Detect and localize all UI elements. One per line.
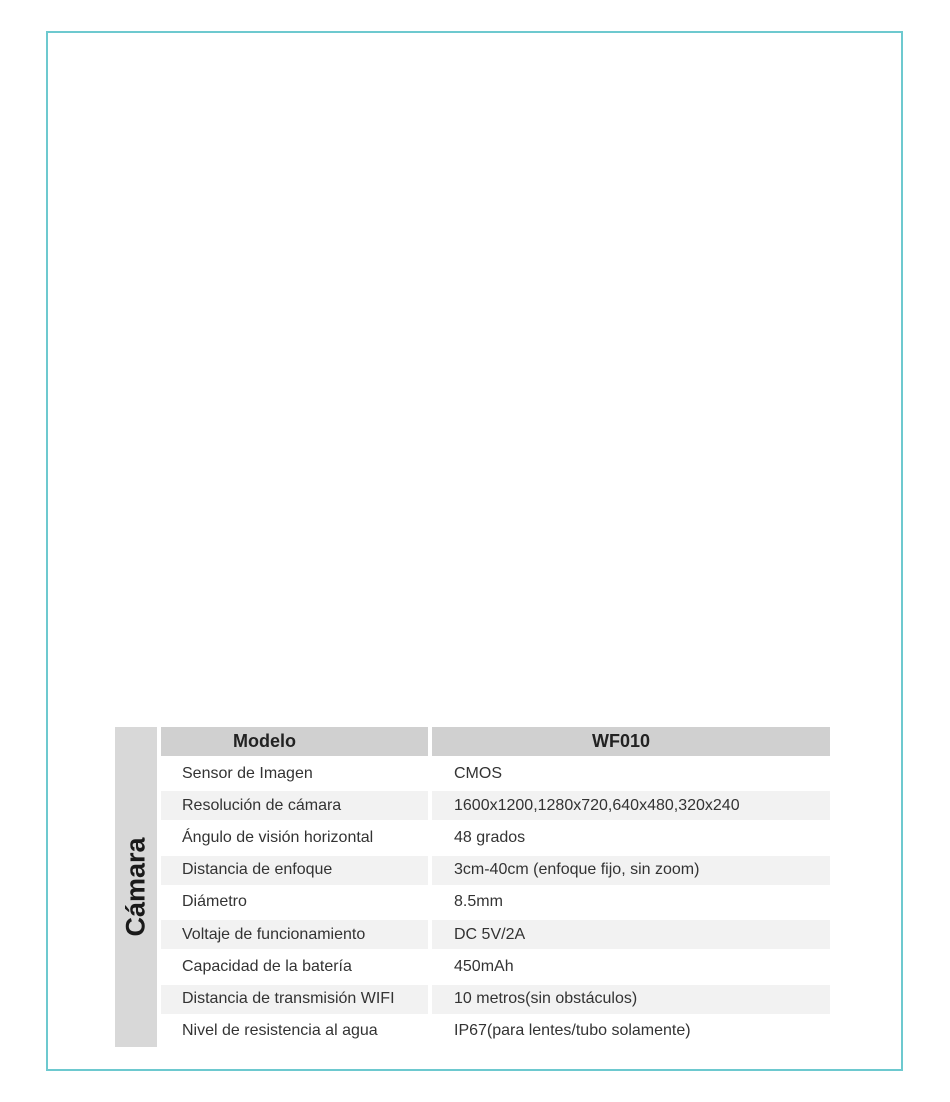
spec-key: Distancia de enfoque xyxy=(161,856,428,885)
table-row xyxy=(161,985,830,1014)
spec-key: Sensor de Imagen xyxy=(161,759,428,788)
spec-value: DC 5V/2A xyxy=(432,920,830,949)
section-label-text: Cámara xyxy=(120,837,151,937)
spec-value: CMOS xyxy=(432,759,830,788)
table-row xyxy=(161,856,830,885)
header-key-cell: Modelo xyxy=(161,727,428,756)
spec-key: Diámetro xyxy=(161,888,428,917)
spec-key: Resolución de cámara xyxy=(161,791,428,820)
spec-value: 48 grados xyxy=(432,824,830,853)
spec-rows xyxy=(161,727,830,1049)
spec-key: Capacidad de la batería xyxy=(161,952,428,981)
section-label xyxy=(115,727,157,1047)
spec-value: IP67(para lentes/tubo solamente) xyxy=(432,1017,830,1046)
spec-key: Ángulo de visión horizontal xyxy=(161,824,428,853)
spec-key: Distancia de transmisión WIFI xyxy=(161,985,428,1014)
spec-value: 8.5mm xyxy=(432,888,830,917)
table-row xyxy=(161,791,830,820)
spec-key: Voltaje de funcionamiento xyxy=(161,920,428,949)
header-value-cell: WF010 xyxy=(432,727,830,756)
table-row xyxy=(161,888,830,917)
spec-value: 10 metros(sin obstáculos) xyxy=(432,985,830,1014)
spec-table xyxy=(115,727,830,1047)
table-row xyxy=(161,920,830,949)
spec-value: 3cm-40cm (enfoque fijo, sin zoom) xyxy=(432,856,830,885)
spec-key: Nivel de resistencia al agua xyxy=(161,1017,428,1046)
table-header-row xyxy=(161,727,830,756)
spec-value: 1600x1200,1280x720,640x480,320x240 xyxy=(432,791,830,820)
table-row xyxy=(161,952,830,981)
table-row xyxy=(161,1017,830,1046)
table-row xyxy=(161,759,830,788)
table-row xyxy=(161,824,830,853)
spec-value: 450mAh xyxy=(432,952,830,981)
